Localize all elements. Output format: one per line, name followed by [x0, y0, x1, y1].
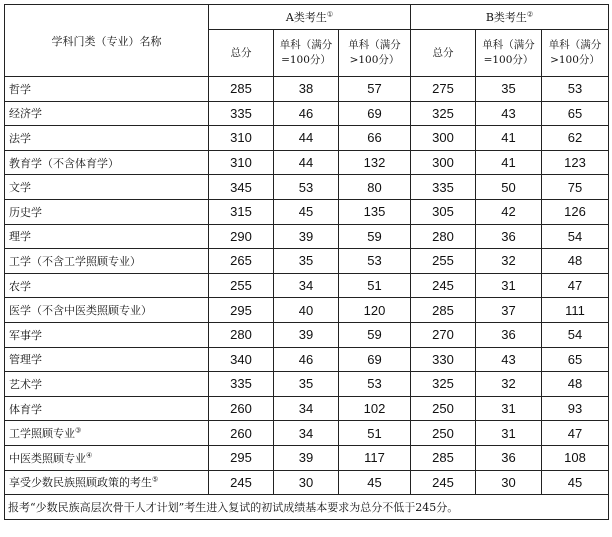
b-single-100: 50	[476, 175, 542, 200]
a-total: 310	[209, 126, 274, 151]
table-row	[5, 421, 609, 446]
category-name: 教育学（不含体育学）	[5, 150, 209, 175]
b-total-header: 总分	[411, 30, 476, 77]
table-row	[5, 445, 609, 470]
b-total: 305	[411, 199, 476, 224]
category-name: 享受少数民族照顾政策的考生⑤	[5, 470, 209, 495]
a-single-gt100-header: 单科（满分>100分）	[339, 30, 411, 77]
b-single-100: 35	[476, 77, 542, 102]
a-single-100: 34	[274, 396, 339, 421]
a-single-gt100: 132	[339, 150, 411, 175]
a-single-gt100: 51	[339, 273, 411, 298]
a-single-100: 46	[274, 347, 339, 372]
b-single-100: 31	[476, 421, 542, 446]
a-single-gt100: 53	[339, 249, 411, 274]
group-b-footnote-mark: ②	[526, 10, 534, 19]
b-single-gt100-header: 单科（满分>100分）	[542, 30, 609, 77]
table-row	[5, 249, 609, 274]
a-single-gt100: 59	[339, 224, 411, 249]
a-total: 315	[209, 199, 274, 224]
b-single-gt100: 126	[542, 199, 609, 224]
a-total: 260	[209, 421, 274, 446]
a-total: 345	[209, 175, 274, 200]
category-name: 工学照顾专业③	[5, 421, 209, 446]
a-total: 310	[209, 150, 274, 175]
a-single-gt100: 45	[339, 470, 411, 495]
a-total: 290	[209, 224, 274, 249]
a-single-100: 30	[274, 470, 339, 495]
b-total: 330	[411, 347, 476, 372]
a-single-gt100: 53	[339, 372, 411, 397]
category-name: 经济学	[5, 101, 209, 126]
a-single-100: 39	[274, 224, 339, 249]
b-total: 245	[411, 273, 476, 298]
b-single-100: 41	[476, 150, 542, 175]
table-row	[5, 396, 609, 421]
category-name: 历史学	[5, 199, 209, 224]
b-total: 335	[411, 175, 476, 200]
table-row	[5, 347, 609, 372]
table-row	[5, 126, 609, 151]
category-name: 法学	[5, 126, 209, 151]
table-row	[5, 273, 609, 298]
category-name: 艺术学	[5, 372, 209, 397]
category-name: 工学（不含工学照顾专业）	[5, 249, 209, 274]
table-row	[5, 372, 609, 397]
b-total: 325	[411, 372, 476, 397]
table-row	[5, 150, 609, 175]
category-name: 农学	[5, 273, 209, 298]
b-total: 285	[411, 298, 476, 323]
table-row	[5, 298, 609, 323]
b-single-gt100: 47	[542, 421, 609, 446]
b-total: 280	[411, 224, 476, 249]
a-single-100: 38	[274, 77, 339, 102]
a-total: 295	[209, 298, 274, 323]
a-total: 265	[209, 249, 274, 274]
b-single-100: 41	[476, 126, 542, 151]
b-single-gt100: 47	[542, 273, 609, 298]
category-name: 理学	[5, 224, 209, 249]
a-single-100: 44	[274, 150, 339, 175]
b-single-gt100: 45	[542, 470, 609, 495]
group-b-header	[411, 5, 609, 30]
a-single-100: 39	[274, 322, 339, 347]
a-single-100: 44	[274, 126, 339, 151]
category-name: 管理学	[5, 347, 209, 372]
table-row	[5, 77, 609, 102]
b-single-gt100: 93	[542, 396, 609, 421]
a-total: 285	[209, 77, 274, 102]
a-single-100: 39	[274, 445, 339, 470]
score-table	[4, 4, 609, 520]
b-total: 255	[411, 249, 476, 274]
category-name: 中医类照顾专业④	[5, 445, 209, 470]
table-row	[5, 322, 609, 347]
a-single-100: 34	[274, 273, 339, 298]
b-total: 285	[411, 445, 476, 470]
b-single-100: 37	[476, 298, 542, 323]
a-single-gt100: 80	[339, 175, 411, 200]
category-name: 军事学	[5, 322, 209, 347]
b-single-100: 36	[476, 322, 542, 347]
group-b-label: B类考生	[485, 11, 527, 24]
a-single-100: 35	[274, 372, 339, 397]
category-name: 哲学	[5, 77, 209, 102]
table-row	[5, 199, 609, 224]
b-single-100-header: 单科（满分=100分）	[476, 30, 542, 77]
b-single-100: 43	[476, 101, 542, 126]
b-total: 325	[411, 101, 476, 126]
a-total: 335	[209, 372, 274, 397]
b-total: 250	[411, 421, 476, 446]
b-single-gt100: 54	[542, 224, 609, 249]
b-single-gt100: 48	[542, 249, 609, 274]
b-single-gt100: 111	[542, 298, 609, 323]
footnote-row	[5, 495, 609, 520]
b-single-100: 31	[476, 396, 542, 421]
a-single-100: 34	[274, 421, 339, 446]
b-single-100: 36	[476, 224, 542, 249]
a-total: 255	[209, 273, 274, 298]
b-single-100: 30	[476, 470, 542, 495]
a-single-gt100: 69	[339, 347, 411, 372]
b-total: 245	[411, 470, 476, 495]
b-total: 300	[411, 150, 476, 175]
a-single-100: 45	[274, 199, 339, 224]
table-row	[5, 101, 609, 126]
table-row	[5, 175, 609, 200]
a-single-100: 35	[274, 249, 339, 274]
a-total: 260	[209, 396, 274, 421]
category-name: 文学	[5, 175, 209, 200]
a-total: 245	[209, 470, 274, 495]
b-single-gt100: 62	[542, 126, 609, 151]
a-total: 335	[209, 101, 274, 126]
b-single-gt100: 123	[542, 150, 609, 175]
a-single-gt100: 51	[339, 421, 411, 446]
b-single-100: 32	[476, 372, 542, 397]
category-name: 体育学	[5, 396, 209, 421]
a-total: 295	[209, 445, 274, 470]
b-single-100: 43	[476, 347, 542, 372]
category-header: 学科门类（专业）名称	[5, 5, 209, 77]
a-single-100: 40	[274, 298, 339, 323]
a-single-100: 46	[274, 101, 339, 126]
b-single-100: 36	[476, 445, 542, 470]
b-total: 275	[411, 77, 476, 102]
a-total: 280	[209, 322, 274, 347]
b-single-gt100: 108	[542, 445, 609, 470]
table-row	[5, 224, 609, 249]
a-single-gt100: 120	[339, 298, 411, 323]
a-single-gt100: 57	[339, 77, 411, 102]
b-total: 300	[411, 126, 476, 151]
group-a-label: A类考生	[285, 11, 327, 24]
a-single-gt100: 69	[339, 101, 411, 126]
b-single-gt100: 48	[542, 372, 609, 397]
b-single-gt100: 54	[542, 322, 609, 347]
a-single-gt100: 66	[339, 126, 411, 151]
b-single-100: 32	[476, 249, 542, 274]
b-single-100: 31	[476, 273, 542, 298]
b-single-gt100: 65	[542, 101, 609, 126]
a-single-100-header: 单科（满分=100分）	[274, 30, 339, 77]
a-single-gt100: 135	[339, 199, 411, 224]
a-total-header: 总分	[209, 30, 274, 77]
footnote: 报考“少数民族高层次骨干人才计划”考生进入复试的初试成绩基本要求为总分不低于245分。	[5, 495, 609, 520]
b-single-gt100: 65	[542, 347, 609, 372]
group-a-footnote-mark: ①	[326, 10, 334, 19]
category-name: 医学（不含中医类照顾专业）	[5, 298, 209, 323]
a-single-gt100: 59	[339, 322, 411, 347]
a-total: 340	[209, 347, 274, 372]
b-single-100: 42	[476, 199, 542, 224]
a-single-gt100: 102	[339, 396, 411, 421]
table-row	[5, 470, 609, 495]
a-single-gt100: 117	[339, 445, 411, 470]
group-a-header	[209, 5, 411, 30]
b-total: 270	[411, 322, 476, 347]
a-single-100: 53	[274, 175, 339, 200]
b-single-gt100: 75	[542, 175, 609, 200]
b-single-gt100: 53	[542, 77, 609, 102]
b-total: 250	[411, 396, 476, 421]
